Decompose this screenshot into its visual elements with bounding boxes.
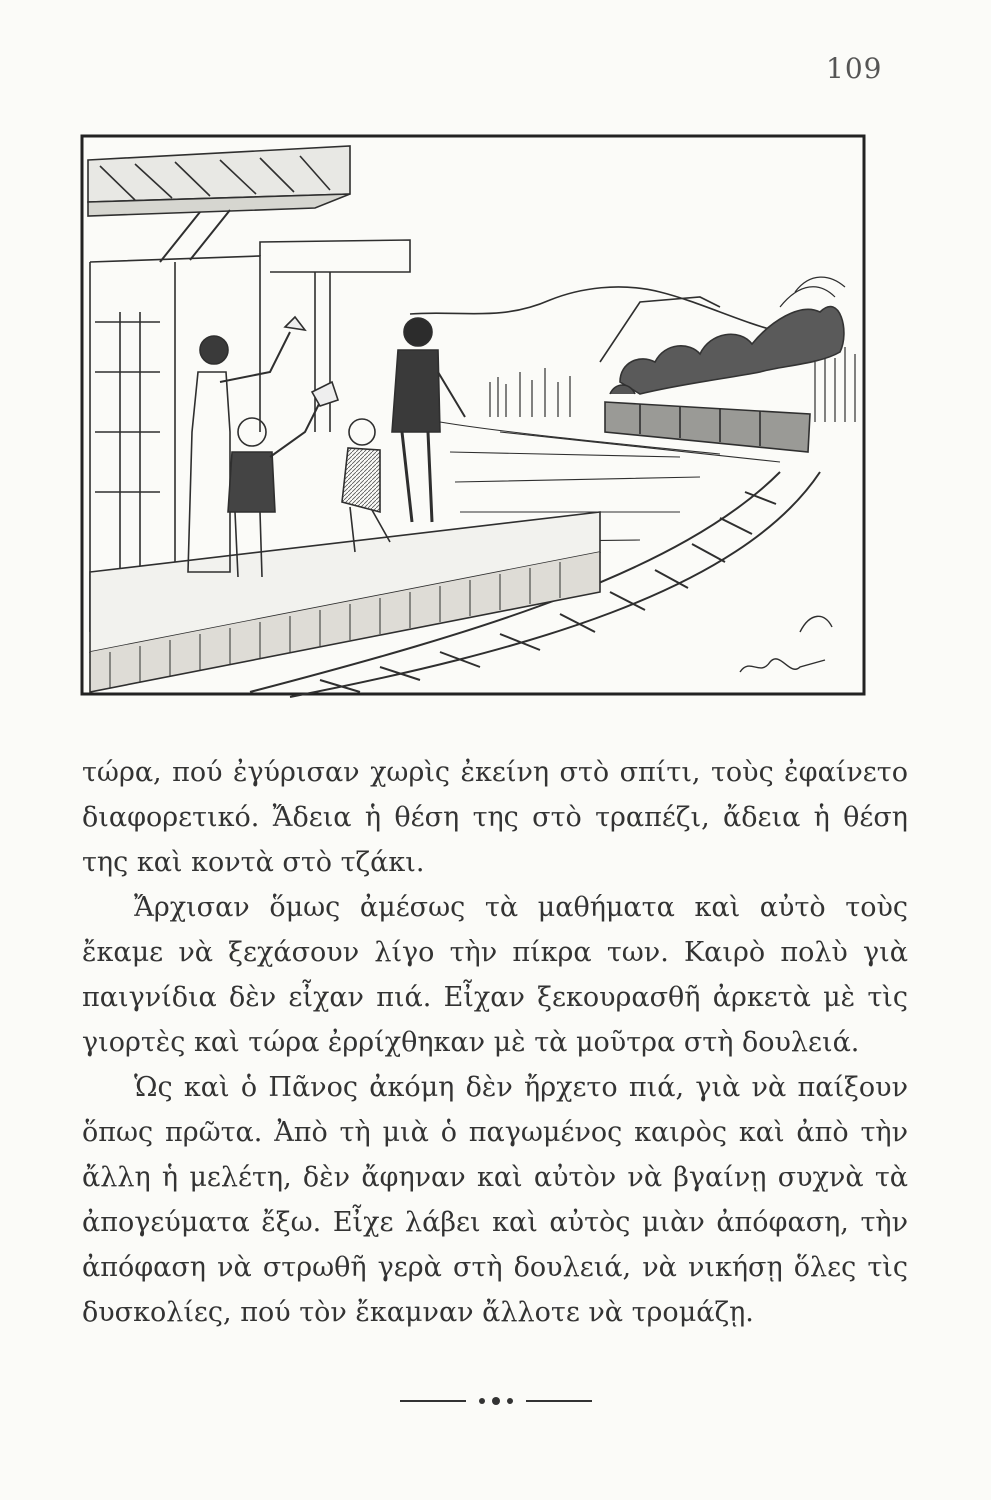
paragraph: Ἄρχισαν ὅμως ἀμέσως τὰ μαθήματα καὶ αὐτὸ τοὺς ἔκαμε νὰ ξεχάσουν λίγο τὴν πίκρα των. Καιρὸ πολὺ γιὰ παιγνίδια δὲν εἶχαν πιά. Εἶχαν ξεκουρασθῆ ἀρκετὰ μὲ τὶς γιορτὲς καὶ τώρα ἐρρίχθηκαν μὲ τὰ μοῦτρα στὴ δουλειά. — [82, 892, 908, 1058]
body-text — [82, 750, 908, 1335]
man-figure — [392, 318, 465, 522]
child-figure — [342, 419, 390, 552]
train-smoke — [620, 277, 845, 394]
platform — [90, 512, 600, 692]
artist-signature — [740, 616, 832, 672]
page-number: 109 — [826, 52, 883, 85]
section-end-ornament — [396, 1394, 596, 1408]
train — [605, 385, 810, 452]
paragraph: τώρα, πού ἐγύρισαν χωρὶς ἐκείνη στὸ σπίτι, τοὺς ἐφαίνετο διαφορετικό. Ἄδεια ἡ θέση της στὸ τραπέζι, ἄδεια ἡ θέση της καὶ κοντὰ στὸ τζάκι. — [82, 757, 908, 878]
station-roof — [88, 146, 350, 262]
paragraph: Ὡς καὶ ὁ Πᾶνος ἀκόμη δὲν ἤρχετο πιά, γιὰ νὰ παίξουν ὅπως πρῶτα. Ἀπὸ τὴ μιὰ ὁ παγωμένος καιρὸς καὶ ἀπὸ τὴν ἄλλη ἡ μελέτη, δὲν ἄφηναν καὶ αὐτὸν νὰ βγαίνῃ συχνὰ τὰ ἀπογεύματα ἔξω. Εἶχε λάβει καὶ αὐτὸς μιὰν ἀπόφαση, τὴν ἀπόφαση νὰ στρωθῆ γερὰ στὴ δουλειά, νὰ νικήσῃ ὅλες τὶς δυσκολίες, πού τὸν ἔκαμναν ἄλλοτε νὰ τρομάζῃ. — [82, 1072, 908, 1328]
railway-station-illustration — [80, 132, 868, 700]
